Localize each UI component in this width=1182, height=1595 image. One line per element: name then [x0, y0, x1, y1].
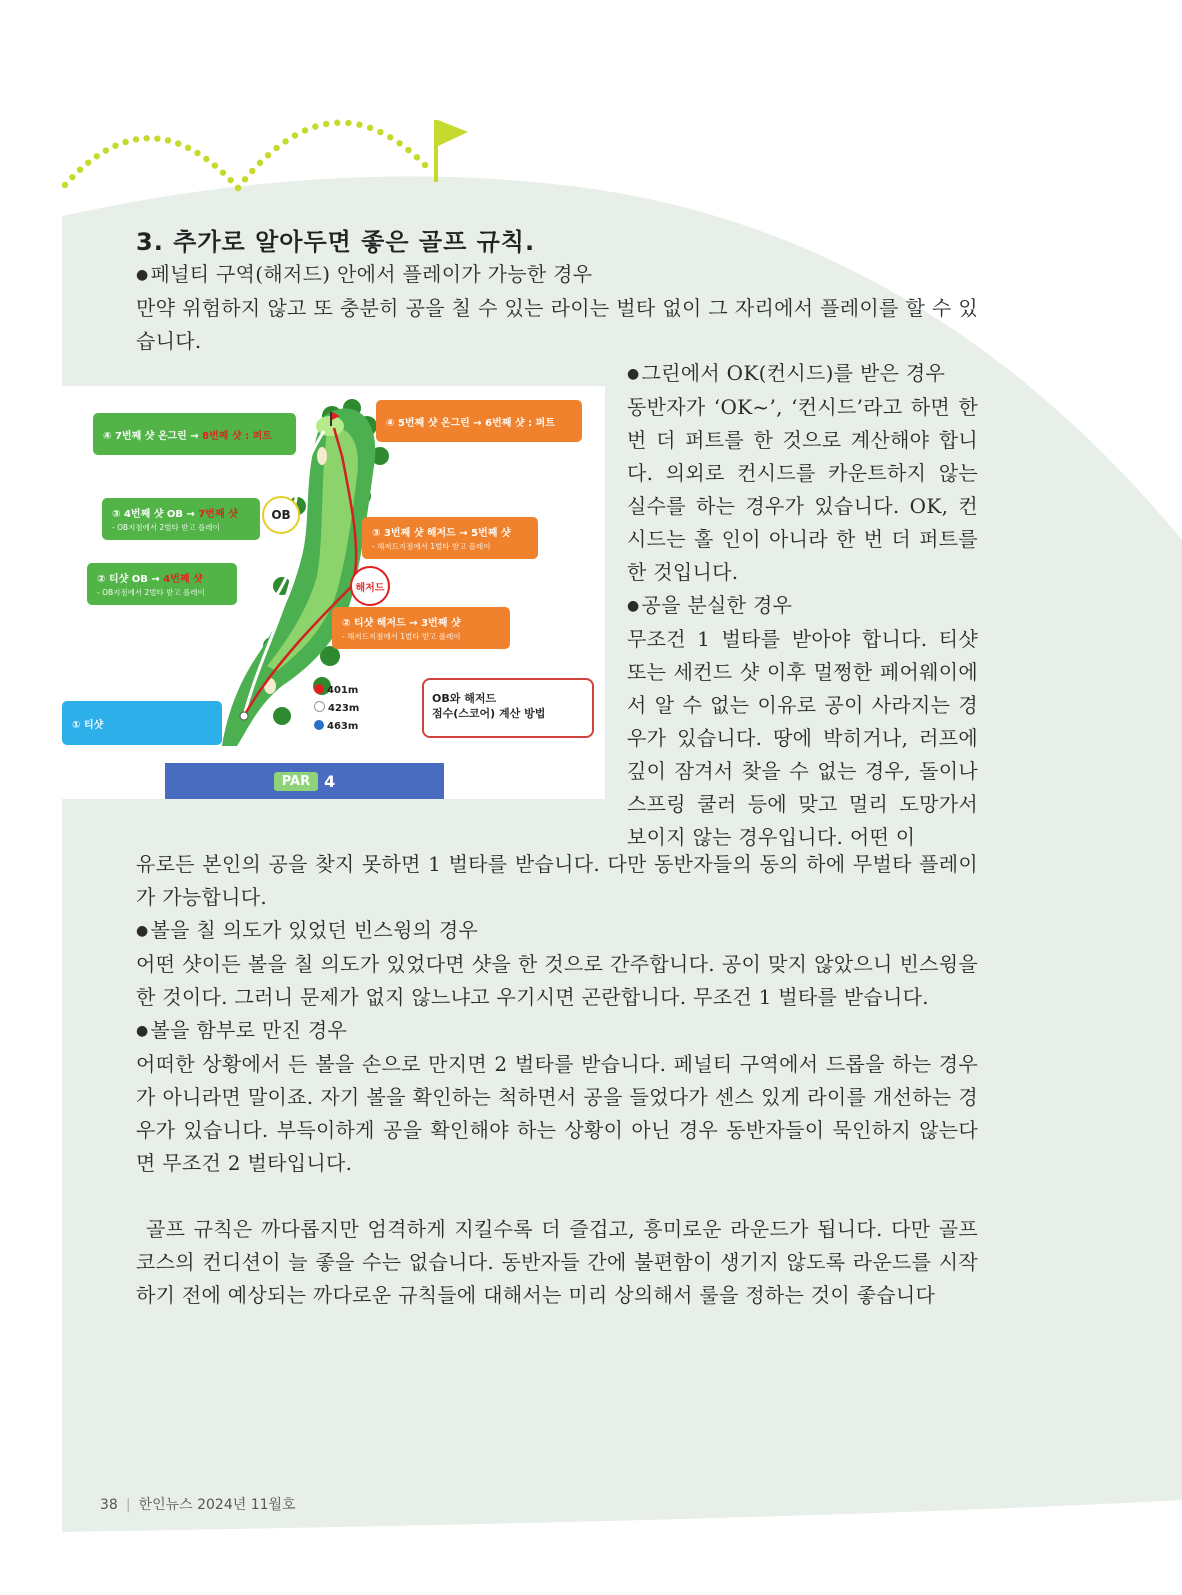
decor-dot: [265, 152, 271, 158]
hazard-marker: 해저드: [350, 566, 390, 606]
decor-dot: [133, 136, 139, 142]
decor-dot: [249, 168, 255, 174]
label-box-tee-hazard: [332, 607, 510, 649]
decor-dot: [292, 132, 298, 138]
ok-title: ● 그린에서 OK(컨시드)를 받은 경우: [627, 357, 978, 391]
closing-paragraph: 골프 규칙은 까다롭지만 엄격하게 지킬수록 더 즐겁고, 흥미로운 라운드가 됩니다. 다만 골프 코스의 컨디션이 늘 좋을 수는 없습니다. 동반자들 간에 불편함이 생기지 않도록 라운드를 시작하기 전에 예상되는 까다로운 규칙들에 대해서는 미리 상의해서 룰을 정하는 것이 좋습니다: [136, 1217, 978, 1307]
tee-hazard-text: ② 티샷 해저드 → 3번째 샷: [342, 618, 461, 629]
decor-dot: [227, 177, 233, 183]
distance-white: [314, 700, 359, 718]
decor-dot: [414, 154, 420, 160]
box4-red-text: 7번째 샷: [198, 509, 238, 520]
distance-blue: [314, 718, 359, 736]
touch-ball-body: 어떠한 상황에서 든 볼을 손으로 만지면 2 벌타를 받습니다. 페널티 구역에서 드롭을 하는 경우가 아니라면 말이죠. 자기 볼을 확인하는 척하면서 공을 들었다가 센스 있게 라이를 개선하는 경우가 있습니다. 부득이하게 공을 확인해야 하는 상황이 아닌 경우 동반자들이 묵인하지 않는다면 무조건 2 벌타입니다.: [136, 1052, 978, 1175]
box2-sub: - OB지점에서 2벌타 받고 플레이: [97, 588, 205, 597]
touch-ball-title: ● 볼을 함부로 만진 경우: [136, 1014, 978, 1048]
distance-blue-label: 463m: [327, 721, 359, 732]
decor-dot: [103, 147, 109, 153]
decor-dot: [122, 139, 128, 145]
decor-dot: [396, 140, 402, 146]
decor-dot: [220, 169, 226, 175]
label-box-4th-shot: [102, 498, 260, 540]
label-box-3rd-shot: [362, 517, 538, 559]
box7-red-text: 8번째 샷 : 퍼트: [202, 430, 272, 442]
decor-dot: [334, 120, 340, 126]
lost-ball-body-full: 유로든 본인의 공을 찾지 못하면 1 벌타를 받습니다. 다만 동반자들의 동의 하에 무벌타 플레이가 가능합니다.: [136, 852, 978, 909]
ok-section: [627, 357, 978, 854]
decor-dot: [69, 174, 75, 180]
distance-red-label: 401m: [327, 685, 359, 696]
decor-dot: [422, 162, 428, 168]
decor-dot: [302, 127, 308, 133]
distance-legend: [314, 682, 359, 736]
decor-dot: [367, 125, 373, 131]
decor-dot: [312, 123, 318, 129]
decor-dot: [62, 182, 68, 188]
box2-text: ② 티샷 OB →: [97, 574, 164, 585]
par-label: PAR: [274, 772, 318, 791]
decor-dot: [165, 137, 171, 143]
decor-dot: [387, 134, 393, 140]
decor-dot: [345, 120, 351, 126]
ok-body: 동반자가 ‘OK~’, ‘컨시드’라고 하면 한 번 더 퍼트를 한 것으로 계산해야 합니다. 의외로 컨시드를 카운트하지 않는 실수를 하는 경우가 있습니다. OK, 컨시드는 홀 인이 아니라 한 번 더 퍼트를 한 것입니다.: [627, 395, 978, 584]
score-calc-box: [422, 678, 594, 738]
decor-dot: [273, 145, 279, 151]
decor-dot: [94, 153, 100, 159]
lost-ball-title: ● 공을 분실한 경우: [627, 589, 978, 623]
decor-dot: [194, 150, 200, 156]
decor-dot: [235, 185, 241, 191]
score-box-line1: OB와 해저드: [432, 692, 497, 705]
label-box-5th-shot: [376, 400, 582, 442]
label-box-7th-shot: [93, 413, 296, 455]
decor-dot: [257, 160, 263, 166]
score-box-line2: 점수(스코어) 계산 방법: [432, 707, 546, 720]
page-footer: 38 | 한인뉴스 2024년 11월호: [100, 1497, 296, 1513]
box4-text: ③ 4번째 샷 OB →: [112, 509, 199, 520]
tee-text: ① 티샷: [72, 719, 104, 731]
decor-dot: [356, 122, 362, 128]
practice-swing-title: ● 볼을 칠 의도가 있었던 빈스윙의 경우: [136, 914, 978, 948]
penalty-area-section: [136, 258, 978, 358]
decor-dot: [112, 143, 118, 149]
section-heading: 3. 추가로 알아두면 좋은 골프 규칙.: [136, 228, 536, 256]
box2-red-text: 4번째 샷: [163, 574, 203, 585]
label-box-tee-shot: [62, 701, 222, 745]
penalty-area-title: ● 페널티 구역(해저드) 안에서 플레이가 가능한 경우: [136, 258, 978, 292]
decor-dot: [377, 129, 383, 135]
penalty-area-body: 만약 위험하지 않고 또 충분히 공을 칠 수 있는 라이는 벌타 없이 그 자리에서 플레이를 할 수 있습니다.: [136, 296, 978, 353]
box5-text: ④ 5번째 샷 온그린 → 6번째 샷 : 퍼트: [386, 417, 555, 429]
decor-dot: [405, 147, 411, 153]
lost-ball-body-side: 무조건 1 벌타를 받아야 합니다. 티샷 또는 세컨드 샷 이후 멀쩡한 페어웨이에서 알 수 없는 이유로 공이 사라지는 경우가 있습니다. 땅에 박히거나, 러프에 깊이 잠겨서 찾을 수 없는 경우, 돌이나 스프링 쿨러 등에 맞고 멀리 도망가서 보이지 않는 경우입니다. 어떤 이: [627, 627, 978, 849]
decor-dot: [77, 166, 83, 172]
tee-hazard-sub: - 해저드지점에서 1벌타 받고 플레이: [342, 632, 461, 641]
box7-text: ④ 7번째 샷 온그린 →: [103, 430, 203, 442]
decor-dot: [323, 121, 329, 127]
decor-dot: [282, 138, 288, 144]
flag-icon: [434, 120, 468, 182]
decor-dot: [175, 140, 181, 146]
box4-sub: - OB지점에서 2벌타 받고 플레이: [112, 523, 220, 532]
box3-sub: - 해저드지점에서 1벌타 받고 플레이: [372, 542, 491, 551]
decor-dot: [154, 135, 160, 141]
decor-dot: [143, 135, 149, 141]
decor-dot: [185, 145, 191, 151]
publication-name: 한인뉴스 2024년 11월호: [138, 1497, 296, 1513]
decor-dot: [203, 156, 209, 162]
ob-marker: OB: [262, 496, 300, 534]
par-bar: [165, 763, 444, 799]
decor-dot: [242, 176, 248, 182]
distance-red: [314, 682, 359, 700]
practice-swing-body: 어떤 샷이든 볼을 칠 의도가 있었다면 샷을 한 것으로 간주합니다. 공이 맞지 않았으니 빈스윙을 한 것이다. 그러니 문제가 없지 않느냐고 우기시면 곤란합니다. 무조건 1 벌타를 받습니다.: [136, 952, 978, 1009]
main-text-column: [136, 848, 978, 1312]
page-number: 38: [100, 1497, 118, 1513]
box3-text: ③ 3번째 샷 해저드 → 5번째 샷: [372, 528, 511, 539]
distance-white-label: 423m: [328, 703, 360, 714]
golf-course-infographic: [62, 386, 605, 799]
label-box-tee-ob: [87, 563, 237, 605]
decor-dot: [85, 159, 91, 165]
decor-dot: [212, 162, 218, 168]
par-value: 4: [324, 771, 336, 791]
